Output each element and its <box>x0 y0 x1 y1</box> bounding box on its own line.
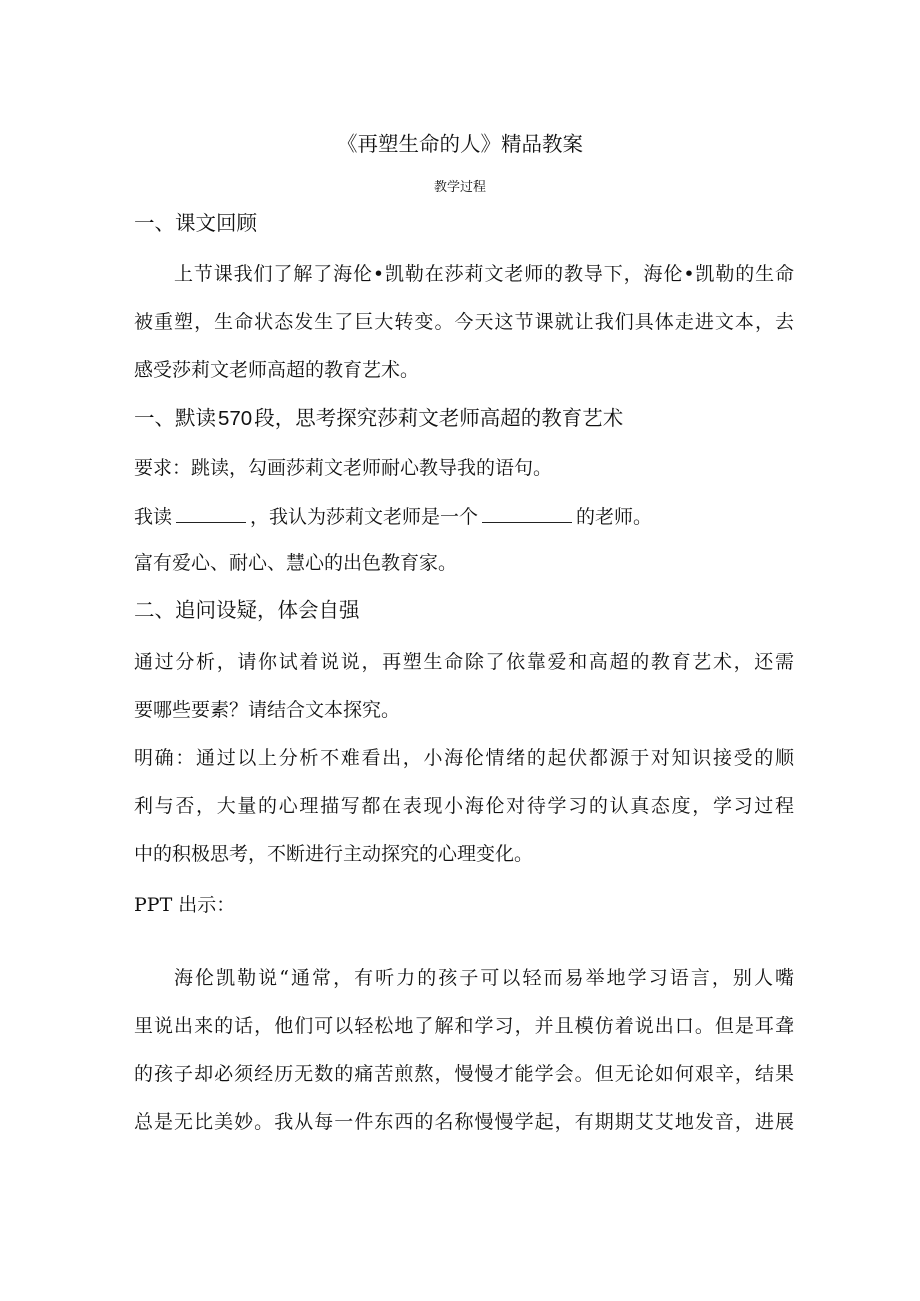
fill-blank-1 <box>176 504 246 523</box>
requirement-text: 要求：跳读，勾画莎莉文老师耐心教导我的语句。 <box>134 457 553 479</box>
document-title: 《再塑生命的人》精品教案 <box>337 132 583 156</box>
quote-paragraph-line: 总是无比美妙。我从每一件东西的名称慢慢学起，有期期艾艾地发音，进展 <box>134 1111 794 1133</box>
review-paragraph-line: 被重塑，生命状态发生了巨大转变。今天这节课就让我们具体走进文本，去 <box>134 311 794 333</box>
section-heading-review: 一、课文回顾 <box>134 211 257 235</box>
quote-paragraph-line: 海伦凯勒说“通常，有听力的孩子可以轻而易举地学习语言，别人嘴 <box>174 967 794 989</box>
review-paragraph-line: 感受莎莉文老师高超的教育艺术。 <box>134 359 420 381</box>
fill-blank-2 <box>482 504 572 523</box>
section-heading-inquiry: 二、追问设疑，体会自强 <box>134 598 360 622</box>
section-heading-prefix: 一、默读 <box>134 406 216 430</box>
section-heading-suffix: 段，思考探究莎莉文老师高超的教育艺术 <box>254 406 624 430</box>
clarify-paragraph-line: 中的积极思考，不断进行主动探究的心理变化。 <box>134 843 534 865</box>
answer-text: 富有爱心、耐心、慧心的出色教育家。 <box>134 552 458 574</box>
ppt-label: PPT 出示： <box>134 894 236 916</box>
clarify-paragraph-line: 利与否，大量的心理描写都在表现小海伦对待学习的认真态度，学习过程 <box>134 795 794 817</box>
document-subtitle: 教学过程 <box>433 180 486 195</box>
fill-part-2: ，我认为莎莉文老师是一个 <box>250 506 479 528</box>
paragraph-range-number: 570 <box>218 407 253 430</box>
question-paragraph-line: 要哪些要素？请结合文本探究。 <box>134 699 401 721</box>
section-heading-silent-reading <box>134 406 623 431</box>
question-paragraph-line: 通过分析，请你试着说说，再塑生命除了依靠爱和高超的教育艺术，还需 <box>134 651 794 673</box>
quote-paragraph-line: 里说出来的话，他们可以轻松地了解和学习，并且模仿着说出口。但是耳聋 <box>134 1015 794 1037</box>
review-paragraph-line: 上节课我们了解了海伦•凯勒在莎莉文老师的教导下，海伦•凯勒的生命 <box>174 263 794 285</box>
quote-paragraph-line: 的孩子却必须经历无数的痛苦煎熬，慢慢才能学会。但无论如何艰辛，结果 <box>134 1063 794 1085</box>
fill-in-sentence <box>134 504 652 529</box>
fill-part-1: 我读 <box>134 506 173 528</box>
clarify-paragraph-line: 明确：通过以上分析不难看出，小海伦情绪的起伏都源于对知识接受的顺 <box>134 747 794 769</box>
fill-part-3: 的老师。 <box>576 506 653 528</box>
